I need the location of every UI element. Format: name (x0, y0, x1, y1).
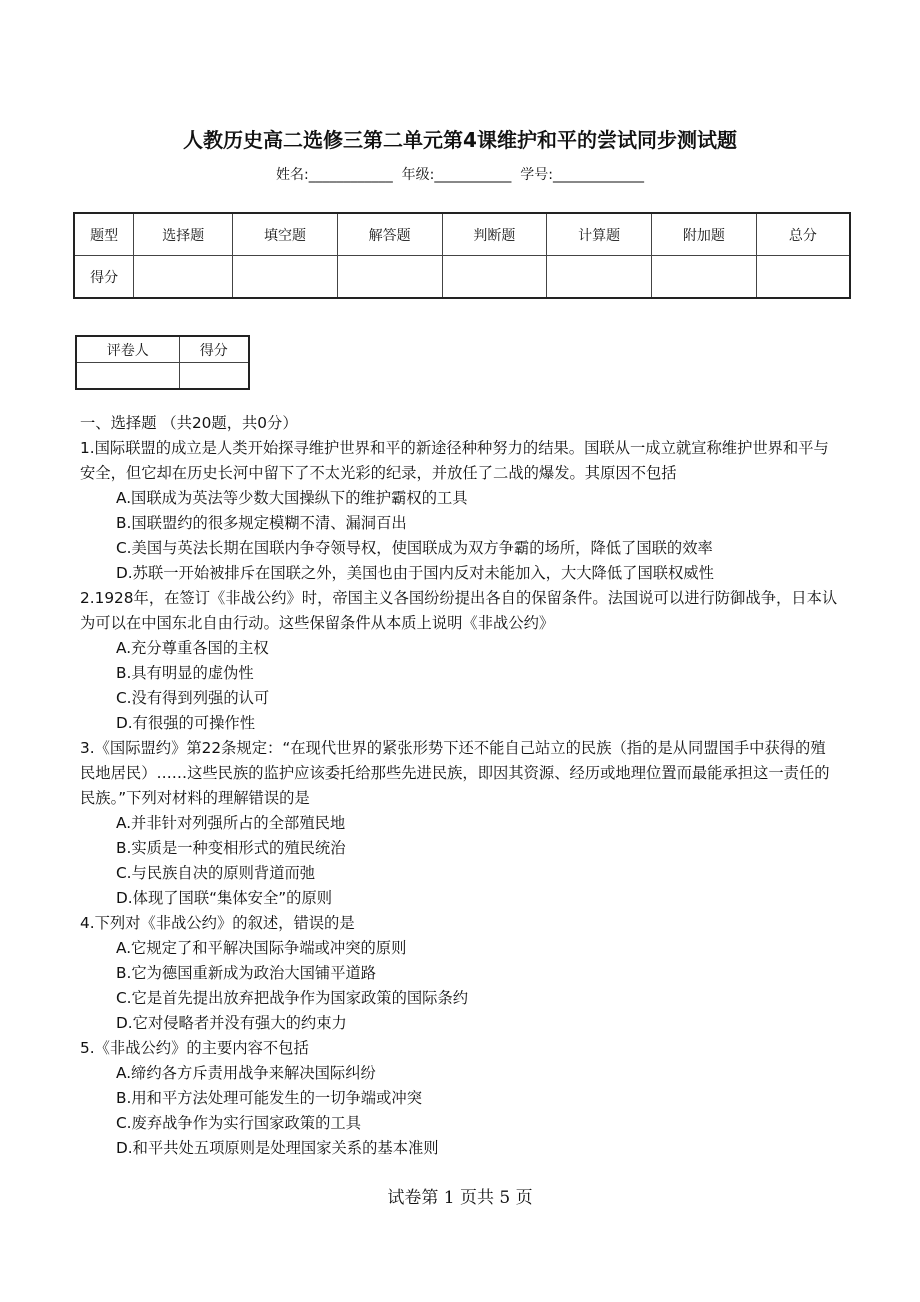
header-cell: 得分 (179, 336, 249, 363)
score-cell[interactable] (651, 256, 756, 299)
answer-option[interactable]: C.与民族自决的原则背道而弛 (116, 864, 316, 882)
score-cell[interactable] (756, 256, 850, 299)
page-footer: 试卷第 1 页共 5 页 (387, 1188, 533, 1208)
grade-field[interactable]: 年级:___________ (401, 167, 512, 183)
header-cell: 计算题 (547, 213, 652, 256)
answer-option[interactable]: D.有很强的可操作性 (116, 714, 256, 732)
header-cell: 解答题 (337, 213, 442, 256)
score-cell[interactable] (337, 256, 442, 299)
answer-option[interactable]: A.充分尊重各国的主权 (116, 639, 269, 657)
score-cell[interactable] (233, 256, 338, 299)
student-info (0, 164, 920, 184)
answer-option[interactable]: B.它为德国重新成为政治大国铺平道路 (116, 964, 377, 982)
question (80, 586, 840, 736)
page-title: 人教历史高二选修三第二单元第4课维护和平的尝试同步测试题 (183, 128, 737, 152)
answer-option[interactable]: D.体现了国联“集体安全”的原则 (116, 889, 333, 907)
header-cell: 总分 (756, 213, 850, 256)
grader-table (75, 335, 250, 390)
answer-option[interactable]: B.用和平方法处理可能发生的一切争端或冲突 (116, 1089, 422, 1107)
answer-option[interactable]: C.美国与英法长期在国联内争夺领导权，使国联成为双方争霸的场所，降低了国联的效率 (116, 539, 713, 557)
grader-cell[interactable] (76, 363, 179, 390)
score-cell[interactable] (134, 256, 233, 299)
answer-option[interactable]: A.它规定了和平解决国际争端或冲突的原则 (116, 939, 407, 957)
answer-option[interactable]: D.和平共处五项原则是处理国家关系的基本准则 (116, 1139, 439, 1157)
header-cell: 评卷人 (76, 336, 179, 363)
answer-option[interactable]: A.并非针对列强所占的全部殖民地 (116, 814, 346, 832)
question-list (80, 411, 840, 1161)
answer-option[interactable]: C.它是首先提出放弃把战争作为国家政策的国际条约 (116, 989, 469, 1007)
answer-option[interactable]: B.具有明显的虚伪性 (116, 664, 254, 682)
question-stem: 3.《国际盟约》第22条规定：“在现代世界的紧张形势下还不能自己站立的民族（指的是从同盟国手中获得的殖民地居民）……这些民族的监护应该委托给那些先进民族，即因其资源、经历或地理位置而最能承担这一责任的民族。”下列对材料的理解错误的是 (80, 739, 830, 807)
answer-option[interactable]: A.国联成为英法等少数大国操纵下的维护霸权的工具 (116, 489, 468, 507)
answer-option[interactable]: A.缔约各方斥责用战争来解决国际纠纷 (116, 1064, 376, 1082)
header-cell: 附加题 (651, 213, 756, 256)
answer-option[interactable]: C.没有得到列强的认可 (116, 689, 270, 707)
answer-option[interactable]: B.实质是一种变相形式的殖民统治 (116, 839, 346, 857)
header-cell: 题型 (74, 213, 134, 256)
name-field[interactable]: 姓名:____________ (276, 167, 393, 183)
question (80, 436, 840, 586)
row-label: 得分 (74, 256, 134, 299)
header-cell: 填空题 (233, 213, 338, 256)
question (80, 1036, 840, 1161)
question (80, 736, 840, 911)
question-stem: 1.国际联盟的成立是人类开始探寻维护世界和平的新途径种种努力的结果。国联从一成立就宣称维护世界和平与安全，但它却在历史长河中留下了不太光彩的纪录，并放任了二战的爆发。其原因不包括 (80, 439, 829, 482)
id-field[interactable]: 学号:_____________ (520, 167, 644, 183)
score-header-row (74, 213, 850, 256)
score-cell[interactable] (179, 363, 249, 390)
answer-option[interactable]: B.国联盟约的很多规定模糊不清、漏洞百出 (116, 514, 407, 532)
header-cell: 选择题 (134, 213, 233, 256)
question (80, 911, 840, 1036)
score-cell[interactable] (442, 256, 547, 299)
header-cell: 判断题 (442, 213, 547, 256)
answer-option[interactable]: D.它对侵略者并没有强大的约束力 (116, 1014, 347, 1032)
question-stem: 5.《非战公约》的主要内容不包括 (80, 1039, 309, 1057)
answer-option[interactable]: D.苏联一开始被排斥在国联之外，美国也由于国内反对未能加入，大大降低了国联权威性 (116, 564, 714, 582)
score-row (74, 256, 850, 299)
question-stem: 2.1928年，在签订《非战公约》时，帝国主义各国纷纷提出各自的保留条件。法国说可以进行防御战争，日本认为可以在中国东北自由行动。这些保留条件从本质上说明《非战公约》 (80, 589, 838, 632)
score-cell[interactable] (547, 256, 652, 299)
section-heading: 一、选择题 （共20题，共0分） (80, 414, 298, 432)
answer-option[interactable]: C.废弃战争作为实行国家政策的工具 (116, 1114, 361, 1132)
score-table (73, 212, 851, 299)
question-stem: 4.下列对《非战公约》的叙述，错误的是 (80, 914, 355, 932)
